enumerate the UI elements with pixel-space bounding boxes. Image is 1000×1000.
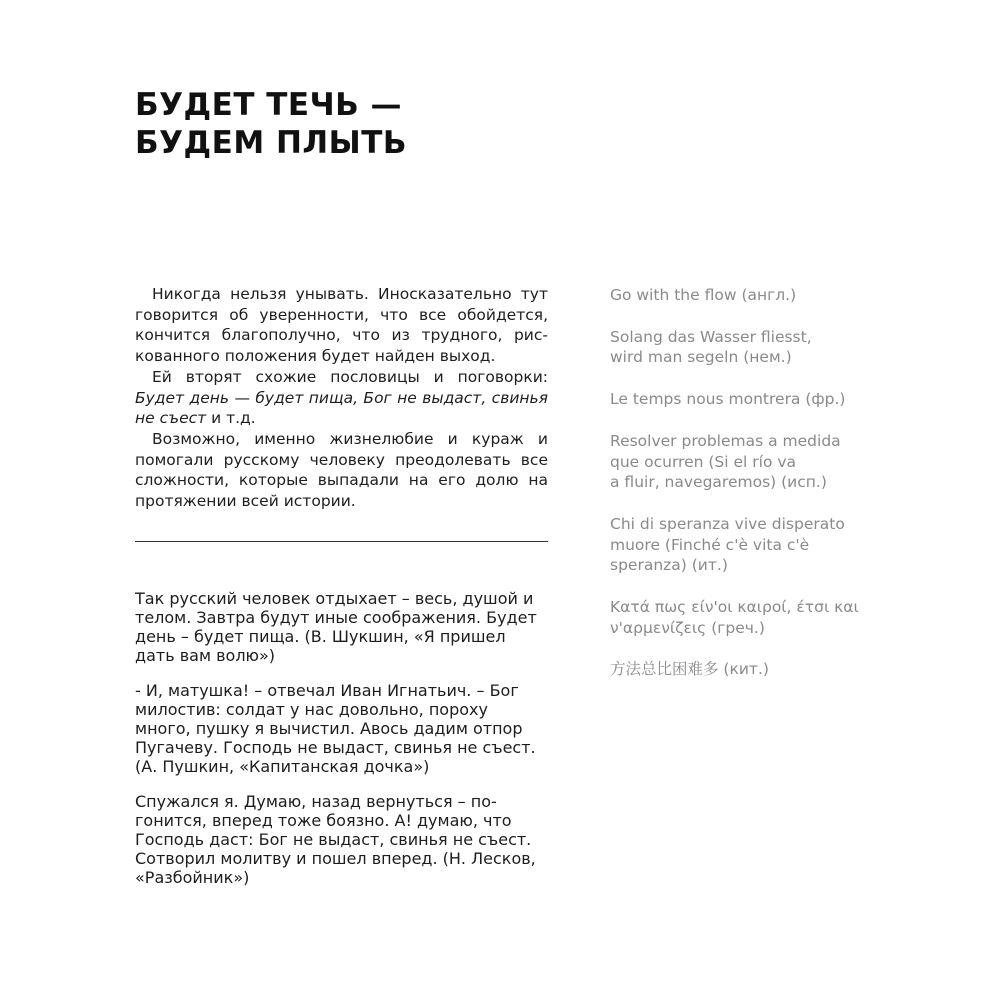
translation-english — [610, 285, 880, 306]
main-text — [135, 284, 548, 512]
main-paragraph-2-tail: и т.д. — [206, 409, 256, 428]
translation-line: que ocurren (Si el río va — [610, 452, 797, 471]
main-paragraph-2 — [135, 367, 548, 429]
translation-line: Resolver problemas a medida — [610, 431, 841, 450]
translation-line: Le temps nous montrera (фр.) — [610, 390, 846, 409]
translation-german — [610, 327, 880, 368]
main-paragraph-3: Возможно, именно жизнелюбие и кураж и помогали русскому человеку преодолевать все сложности, которые выпадали на его долю на протяжении всей истории. — [135, 429, 548, 511]
translation-spanish — [610, 431, 880, 493]
translation-line: speranza) (ит.) — [610, 556, 728, 575]
main-paragraph-2-intro: Ей вторят схожие пословицы и поговорки: — [152, 367, 548, 386]
translation-line: wird man segeln (нем.) — [610, 348, 792, 367]
page-title-line-1: БУДЕТ ТЕЧЬ — — [135, 87, 403, 123]
translation-line: a fluir, navegaremos) (исп.) — [610, 473, 827, 492]
translation-french — [610, 389, 880, 410]
translation-greek — [610, 597, 880, 638]
translation-line: muore (Finché c'è vita c'è — [610, 535, 810, 554]
page-title-line-2: БУДЕМ ПЛЫТЬ — [135, 125, 408, 161]
literary-quotes — [135, 573, 548, 903]
translation-line: Κατά πως είν'οι καιροί, έτσι και — [610, 598, 859, 617]
translation-line: Solang das Wasser fliesst, — [610, 327, 812, 346]
translation-line: 方法总比困难多 (кит.) — [610, 660, 769, 679]
quote-shukshin: Так русский человек отдыхает – весь, душой и телом. Завтра будут иные соображения. Будет день – будет пища. (В. Шукшин, «Я пришел дать вам волю») — [135, 589, 537, 665]
page-title — [135, 86, 407, 162]
quote-pushkin: - И, матушка! – отвечал Иван Игнатьич. – Бог милостив: солдат у нас довольно, пороху много, пушку я вычистил. Авось дадим отпор Пугачеву. Господь не выдаст, свинья не съест. (А. Пушкин, «Капитанская дочка») — [135, 681, 536, 776]
translations-column — [610, 285, 880, 701]
translation-chinese — [610, 659, 880, 680]
translation-line: Chi di speranza vive disperato — [610, 514, 845, 533]
main-paragraph-1: Никогда нельзя унывать. Иносказательно тут говорится об уверенности, что все обойдется, кончится благополучно, что из трудного, рискованного положения будет найден выход. — [135, 285, 548, 366]
quote-leskov: Спужался я. Думаю, назад вернуться – погонится, вперед тоже боязно. А! думаю, что Господь даст: Бог не выдаст, свинья не съест. Сотворил молитву и пошел вперед. (Н. Лесков, «Разбойник») — [135, 792, 536, 887]
translation-italian — [610, 514, 880, 576]
translation-line: Go with the flow (англ.) — [610, 286, 797, 304]
section-divider — [135, 541, 548, 542]
proverbs-italic: Будет день — будет пища, Бог не выдаст, свинья не съест — [135, 388, 548, 428]
translation-line: ν'αρμενίζεις (греч.) — [610, 618, 765, 637]
